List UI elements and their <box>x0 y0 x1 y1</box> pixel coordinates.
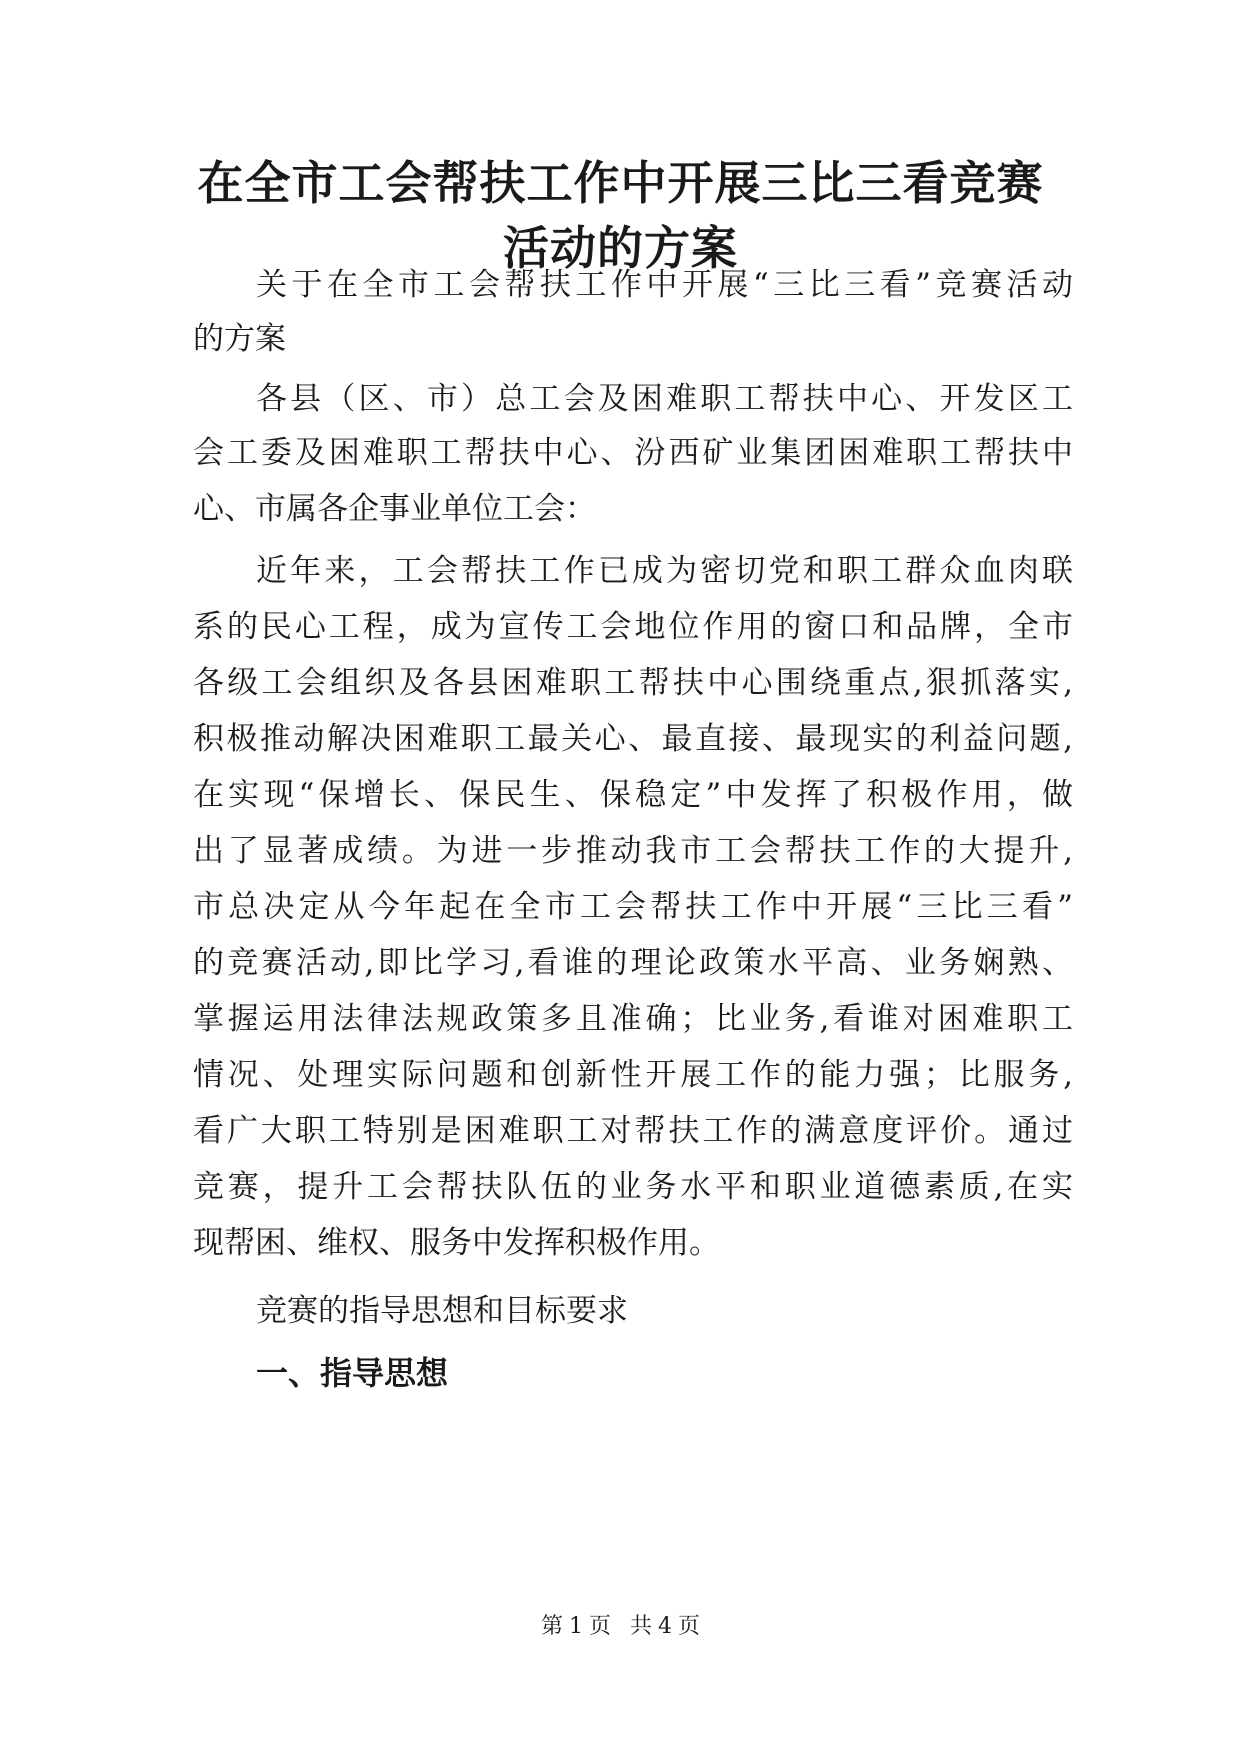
paragraph-line: 的方案 <box>193 321 286 357</box>
paragraph-line: 心、市属各企事业单位工会： <box>193 491 596 527</box>
paragraph-line: 关于在全市工会帮扶工作中开展“三比三看”竞赛活动 <box>256 267 1073 303</box>
paragraph-line: 积极推动解决困难职工最关心、最直接、最现实的利益问题, <box>193 721 1073 757</box>
paragraph-line: 情况、处理实际问题和创新性开展工作的能力强；比服务, <box>193 1057 1073 1093</box>
page-number: 1 <box>568 1614 583 1639</box>
paragraph-line: 的竞赛活动,即比学习,看谁的理论政策水平高、业务娴熟、 <box>193 945 1073 981</box>
paragraph-line: 各县（区、市）总工会及困难职工帮扶中心、开发区工 <box>256 381 1073 417</box>
paragraph-line: 各级工会组织及各县困难职工帮扶中心围绕重点,狠抓落实, <box>193 665 1073 701</box>
page-label-prefix: 第 <box>540 1614 563 1639</box>
paragraph-line: 会工委及困难职工帮扶中心、汾西矿业集团困难职工帮扶中 <box>193 435 1073 471</box>
paragraph-line: 现帮困、维权、服务中发挥积极作用。 <box>193 1225 720 1261</box>
paragraph-line: 系的民心工程，成为宣传工会地位作用的窗口和品牌，全市 <box>193 609 1073 645</box>
paragraph-line: 竞赛，提升工会帮扶队伍的业务水平和职业道德素质,在实 <box>193 1169 1073 1205</box>
paragraph-line: 市总决定从今年起在全市工会帮扶工作中开展“三比三看” <box>193 889 1073 925</box>
total-pages: 4 <box>658 1614 673 1639</box>
total-label-prefix: 共 <box>630 1614 653 1639</box>
total-pages-indicator <box>627 1614 703 1639</box>
page-footer <box>0 1612 1241 1642</box>
paragraph-line: 在实现“保增长、保民生、保稳定”中发挥了积极作用，做 <box>193 777 1073 813</box>
document-title-line-2: 活动的方案 <box>503 221 738 275</box>
paragraph-line: 出了显著成绩。为进一步推动我市工会帮扶工作的大提升, <box>193 833 1073 869</box>
paragraph-line: 近年来，工会帮扶工作已成为密切党和职工群众血肉联 <box>256 553 1073 589</box>
page-indicator <box>538 1614 614 1639</box>
section-heading: 一、指导思想 <box>256 1354 449 1392</box>
paragraph-line: 掌握运用法律法规政策多且准确；比业务,看谁对困难职工 <box>193 1001 1073 1037</box>
paragraph-line: 看广大职工特别是困难职工对帮扶工作的满意度评价。通过 <box>193 1113 1073 1149</box>
total-label-suffix: 页 <box>678 1614 701 1639</box>
page-label-suffix: 页 <box>588 1614 611 1639</box>
paragraph-line: 竞赛的指导思想和目标要求 <box>256 1293 628 1329</box>
document-title-line-1: 在全市工会帮扶工作中开展三比三看竞赛 <box>197 156 1044 210</box>
